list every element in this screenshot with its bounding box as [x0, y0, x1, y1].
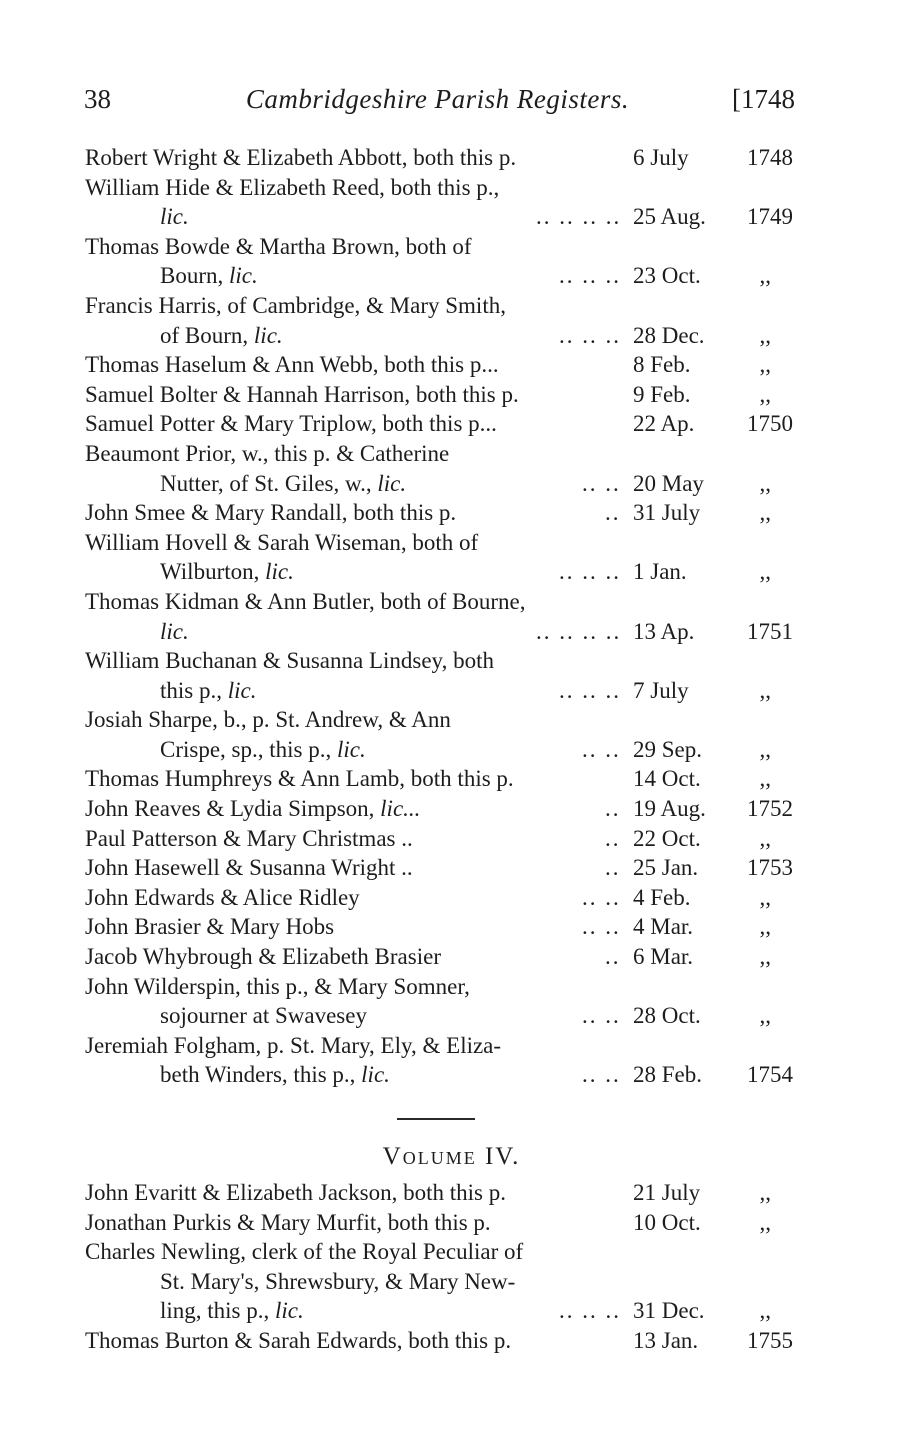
entry-text: Charles Newling, clerk of the Royal Peculiar of	[85, 1239, 524, 1265]
entry-names	[85, 912, 334, 942]
register-line	[85, 557, 795, 587]
register-line	[85, 1237, 795, 1267]
register-line	[85, 853, 795, 883]
entry-names	[85, 350, 499, 380]
entry-names	[160, 1296, 304, 1326]
entry-date: 7 July	[633, 677, 689, 703]
entry-date: 28 Oct.	[633, 1003, 701, 1029]
ditto-mark: ,,	[759, 736, 771, 762]
entry-year: 1748	[747, 145, 793, 170]
entry-names	[85, 409, 497, 439]
entry-text: William Hovell & Sarah Wiseman, both of	[85, 529, 479, 555]
page-number: 38	[84, 84, 111, 114]
ditto-mark: ,,	[759, 263, 771, 289]
licence-abbrev: lic.	[377, 470, 407, 496]
entry-date: 25 Aug.	[633, 204, 706, 230]
entry-names	[85, 143, 516, 173]
entry-text: John Smee & Mary Randall, both this p.	[85, 500, 457, 526]
entry-date: 21 July	[633, 1180, 701, 1205]
entry-text: Samuel Bolter & Hannah Harrison, both this p.	[85, 381, 519, 407]
register-line	[85, 261, 795, 291]
entry-date: 29 Sep.	[633, 736, 702, 762]
leader-dots: ..	[605, 944, 621, 970]
leader-dots: .. .. ..	[559, 559, 621, 585]
entry-date: 4 Feb.	[633, 884, 691, 910]
register-line	[85, 469, 795, 499]
entry-text: Robert Wright & Elizabeth Abbott, both this p.	[85, 145, 517, 170]
entry-text: Josiah Sharpe, b., p. St. Andrew, & Ann	[85, 707, 451, 733]
ditto-mark: ,,	[759, 381, 771, 407]
volume-heading: Volume IV.	[382, 1143, 521, 1170]
section-divider	[397, 1118, 475, 1120]
entry-text: John Evaritt & Elizabeth Jackson, both this p.	[85, 1180, 506, 1205]
entry-names	[85, 824, 413, 854]
register-line	[85, 1031, 795, 1061]
entry-year: 1749	[747, 204, 793, 230]
header-year: [1748	[732, 84, 795, 114]
register-line	[85, 824, 795, 854]
register-line	[85, 735, 795, 765]
entry-text: Thomas Haselum & Ann Webb, both this p...	[85, 352, 499, 378]
register-line	[85, 676, 795, 706]
entry-names	[85, 498, 456, 528]
entry-year: 1752	[747, 796, 793, 822]
ditto-mark: ,,	[759, 1209, 771, 1235]
entry-names	[85, 1208, 491, 1238]
entry-text: this p.,	[160, 677, 222, 703]
register-line	[85, 1326, 795, 1356]
leader-dots: .. ..	[582, 1062, 621, 1088]
entry-date: 10 Oct.	[633, 1209, 701, 1235]
entry-date: 31 July	[633, 500, 701, 526]
entry-text: Nutter, of St. Giles, w.,	[160, 470, 372, 496]
register-line	[85, 498, 795, 528]
licence-abbrev: lic.	[160, 204, 189, 230]
entry-names	[85, 972, 470, 1002]
register-line	[85, 764, 795, 794]
licence-abbrev: lic.	[160, 618, 189, 644]
entry-date: 31 Dec.	[633, 1298, 705, 1324]
entry-text: Beaumont Prior, w., this p. & Catherine	[85, 440, 450, 466]
ditto-mark: ,,	[759, 1298, 771, 1324]
entry-text: Thomas Burton & Sarah Edwards, both this p.	[85, 1327, 512, 1353]
entry-names	[160, 469, 406, 499]
entry-year: 1753	[747, 855, 793, 881]
licence-abbrev: lic.	[361, 1062, 390, 1088]
register-line	[85, 143, 795, 173]
register-line	[85, 587, 795, 617]
register-line	[85, 972, 795, 1002]
leader-dots: .. ..	[582, 914, 621, 940]
ditto-mark: ,,	[759, 1180, 771, 1205]
entry-names	[85, 528, 478, 558]
register-line	[85, 439, 795, 469]
leader-dots: .. ..	[582, 736, 621, 762]
entry-date: 22 Ap.	[633, 411, 695, 437]
entry-names	[85, 380, 519, 410]
register-line	[85, 794, 795, 824]
volume-iv-entries-list	[85, 1178, 795, 1356]
leader-dots: .. ..	[582, 884, 621, 910]
register-line	[85, 1178, 795, 1208]
entry-date: 8 Feb.	[633, 352, 691, 378]
licence-abbrev: lic.	[253, 322, 283, 348]
leader-dots: ..	[605, 500, 621, 526]
entry-date: 13 Ap.	[633, 618, 695, 644]
ditto-mark: ,,	[759, 914, 771, 940]
leader-dots: ..	[605, 825, 621, 851]
entry-text: Jonathan Purkis & Mary Murfit, both this p.	[85, 1209, 491, 1235]
entry-names	[85, 1178, 506, 1208]
entry-names	[85, 764, 514, 794]
ditto-mark: ,,	[759, 352, 771, 378]
entry-names	[85, 646, 494, 676]
entry-year: 1755	[747, 1327, 793, 1353]
entry-date: 6 July	[633, 145, 689, 170]
register-line	[85, 350, 795, 380]
entry-date: 22 Oct.	[633, 825, 701, 851]
marriage-entries-list	[85, 143, 795, 1090]
entry-text: John Hasewell & Susanna Wright ..	[85, 855, 413, 881]
register-line	[85, 942, 795, 972]
leader-dots: ..	[605, 796, 621, 822]
entry-text: St. Mary's, Shrewsbury, & Mary New-	[160, 1268, 516, 1294]
entry-names	[85, 1031, 501, 1061]
licence-abbrev: lic.	[229, 263, 258, 289]
entry-names	[85, 705, 451, 735]
entry-text: of Bourn,	[160, 322, 249, 348]
entry-names	[85, 1237, 523, 1267]
leader-dots: .. .. .. ..	[536, 204, 622, 230]
entry-year: 1750	[747, 411, 793, 437]
ditto-mark: ,,	[759, 500, 771, 526]
entry-names	[85, 853, 413, 883]
entry-year: 1751	[747, 618, 793, 644]
entry-text: Paul Patterson & Mary Christmas ..	[85, 825, 413, 851]
entry-date: 28 Feb.	[633, 1062, 702, 1088]
entry-text: Samuel Potter & Mary Triplow, both this p...	[85, 411, 497, 437]
entry-names	[85, 439, 449, 469]
entry-date: 28 Dec.	[633, 322, 705, 348]
entry-names	[160, 321, 283, 351]
register-line	[85, 705, 795, 735]
entry-names	[160, 617, 189, 647]
register-line	[85, 528, 795, 558]
entry-text: Francis Harris, of Cambridge, & Mary Smith,	[85, 292, 506, 318]
register-line	[85, 646, 795, 676]
entry-names	[160, 261, 258, 291]
ditto-mark: ,,	[759, 766, 771, 792]
entry-text: John Brasier & Mary Hobs	[85, 914, 335, 940]
licence-abbrev: lic.	[227, 677, 257, 703]
ditto-mark: ,,	[759, 884, 771, 910]
running-header	[80, 84, 795, 124]
entry-date: 13 Jan.	[633, 1327, 699, 1353]
entry-date: 4 Mar.	[633, 914, 694, 940]
leader-dots: .. .. ..	[559, 677, 621, 703]
entry-text: Jeremiah Folgham, p. St. Mary, Ely, & Eliza-	[85, 1032, 502, 1058]
ditto-mark: ,,	[759, 825, 771, 851]
register-line	[85, 883, 795, 913]
leader-dots: ..	[605, 855, 621, 881]
ditto-mark: ,,	[759, 559, 771, 585]
leader-dots: .. .. ..	[559, 322, 621, 348]
entry-text: Thomas Bowde & Martha Brown, both of	[85, 233, 472, 259]
ditto-mark: ,,	[759, 322, 771, 348]
leader-dots: .. ..	[582, 470, 621, 496]
entry-date: 25 Jan.	[633, 855, 699, 881]
entry-names	[85, 794, 420, 824]
entry-text: Jacob Whybrough & Elizabeth Brasier	[85, 944, 441, 970]
entry-names	[85, 232, 471, 262]
entry-names	[160, 557, 294, 587]
register-line	[85, 380, 795, 410]
leader-dots: .. .. .. ..	[536, 618, 622, 644]
entry-date: 23 Oct.	[633, 263, 701, 289]
entry-text: John Reaves & Lydia Simpson,	[85, 796, 375, 822]
entry-names	[85, 173, 499, 203]
entry-text: Crispe, sp., this p.,	[160, 736, 332, 762]
entry-text: Thomas Humphreys & Ann Lamb, both this p.	[85, 766, 514, 792]
entry-names	[160, 735, 366, 765]
entry-text: John Wilderspin, this p., & Mary Somner,	[85, 973, 470, 999]
entry-text: John Edwards & Alice Ridley	[85, 884, 360, 910]
entry-names	[85, 1326, 511, 1356]
entry-names	[160, 202, 189, 232]
register-line	[85, 321, 795, 351]
register-line	[85, 202, 795, 232]
entry-names	[160, 1001, 367, 1031]
entry-year: 1754	[747, 1062, 793, 1088]
licence-abbrev: lic.	[265, 559, 294, 585]
register-line	[85, 1208, 795, 1238]
entry-names	[160, 1267, 515, 1297]
leader-dots: .. ..	[582, 1003, 621, 1029]
entry-date: 20 May	[633, 470, 704, 496]
licence-abbrev: lic...	[380, 796, 421, 822]
entry-text: Wilburton,	[160, 559, 260, 585]
licence-abbrev: lic.	[275, 1298, 304, 1324]
entry-names	[85, 587, 526, 617]
ditto-mark: ,,	[759, 470, 771, 496]
register-line	[85, 173, 795, 203]
register-line	[85, 1296, 795, 1326]
entry-date: 6 Mar.	[633, 944, 694, 970]
register-line	[85, 232, 795, 262]
entry-date: 19 Aug.	[633, 796, 706, 822]
entry-text: sojourner at Swavesey	[160, 1003, 367, 1029]
entry-text: Thomas Kidman & Ann Butler, both of Bourne,	[85, 588, 526, 614]
entry-text: ling, this p.,	[160, 1298, 270, 1324]
register-line	[85, 912, 795, 942]
running-title: Cambridgeshire Parish Registers.	[245, 84, 630, 114]
entry-text: beth Winders, this p.,	[160, 1062, 356, 1088]
entry-names	[160, 676, 256, 706]
entry-names	[85, 883, 360, 913]
entry-text: William Hide & Elizabeth Reed, both this p.,	[85, 174, 500, 200]
entry-date: 1 Jan.	[633, 559, 687, 585]
entry-date: 14 Oct.	[633, 766, 701, 792]
ditto-mark: ,,	[759, 1003, 771, 1029]
register-line	[85, 291, 795, 321]
register-line	[85, 1060, 795, 1090]
register-line	[85, 1267, 795, 1297]
register-line	[85, 617, 795, 647]
leader-dots: .. .. ..	[559, 263, 621, 289]
leader-dots: .. .. ..	[559, 1298, 621, 1324]
entry-names	[85, 942, 441, 972]
register-line	[85, 1001, 795, 1031]
ditto-mark: ,,	[759, 944, 771, 970]
entry-names	[85, 291, 506, 321]
ditto-mark: ,,	[759, 677, 771, 703]
entry-text: Bourn,	[160, 263, 224, 289]
entry-names	[160, 1060, 390, 1090]
entry-date: 9 Feb.	[633, 381, 691, 407]
register-line	[85, 409, 795, 439]
entry-text: William Buchanan & Susanna Lindsey, both	[85, 648, 494, 674]
licence-abbrev: lic.	[336, 736, 366, 762]
